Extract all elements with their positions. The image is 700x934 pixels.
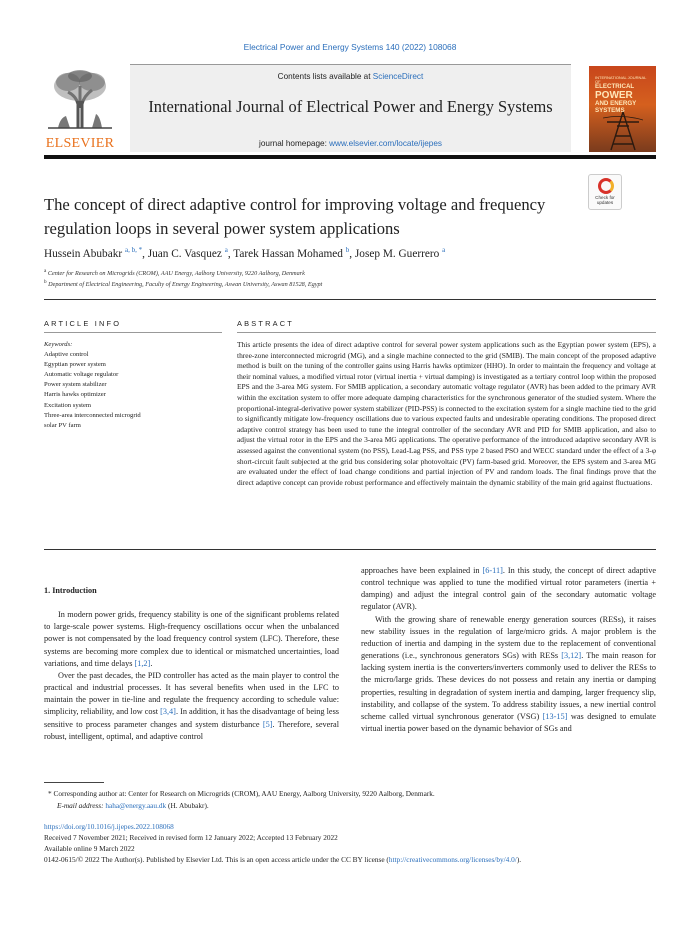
check-for-updates-button[interactable] bbox=[588, 174, 622, 210]
citation-link[interactable]: [6-11] bbox=[482, 566, 503, 575]
body-paragraph bbox=[361, 614, 656, 736]
author-affiliation-marker[interactable]: a bbox=[442, 246, 446, 254]
affiliation bbox=[44, 279, 656, 288]
abstract-rule bbox=[237, 332, 656, 333]
elsevier-wordmark: ELSEVIER bbox=[45, 136, 115, 151]
citation-link[interactable]: [5] bbox=[262, 719, 273, 729]
email-suffix: (H. Abubakr). bbox=[166, 801, 209, 810]
paragraph-text: Over the past decades, the PID controller has acted as the main player to control the practical and industrial processes. It has several benefits when used in the LFC to maintain the power in tie-line and regulate the frequency according to schedule value: simplicity, reliability, and low cost bbox=[44, 670, 339, 717]
elsevier-logo[interactable] bbox=[44, 66, 116, 152]
affiliation-text: Department of Electrical Engineering, Faculty of Energy Engineering, Aswan University, Aswan 81528, Egypt bbox=[48, 281, 323, 289]
affiliation-marker: b bbox=[44, 279, 47, 285]
keyword-item: Three-area interconnected microgrid bbox=[44, 411, 141, 419]
body-paragraph bbox=[361, 565, 656, 614]
keyword-item: Adaptive control bbox=[44, 351, 89, 359]
author-affiliation-marker[interactable]: b bbox=[345, 246, 350, 254]
elsevier-tree-icon bbox=[48, 68, 112, 130]
author-list bbox=[44, 246, 656, 260]
keyword-item: Automatic voltage regulator bbox=[44, 371, 119, 379]
citation-link[interactable]: [13-15] bbox=[542, 711, 568, 721]
abstract-text: This article presents the idea of direct adaptive control for several power system applications such as the Egyptian power system (EPS), a three-zone interconnected microgrid (MG), and a single machine connected to the grid (SMIB). The main concept of the proposed adaptive method is built on the tuning of the controller gains using Harris hawks optimizer (HHO). In order to maintain the frequency and voltage at their nominal values, a modified virtual rotor (virtual inertia + virtual damping) is investigated as a tertiary control loop within the proposed EPS and the 3-area MG system. For SMIB application, a secondary automatic voltage regulator (AVR) has been added to the primary AVR within the excitation system to offer more adequate damping characteristics for the synchronous generator of the studied system. Where the proportional-integral-derivative power system stabilizer (PID-PSS) is connected to the excitation system for a single machine tied to the grid to significantly mitigate low-frequency oscillations due to various expected faults and undesirable operating conditions. The proposed direct adaptive control strategy has been used to tune the integral controller of the secondary AVR and PID for SMIB application, and also to adjust the virtual rotor in the EPS and the 3-area MG applications. The operative performance of the introduced adaptive secondary AVR is assessed against the conventional system (no PSS), Lead-Lag PSS, and PSS type 2 based PSO and WECC standard under the effect of a 3-φ short-circuit fault subjected at the grid bus considering solar photovoltaic (PV) farm-based grid. Moreover, the EPS system and 3-area MG are evaluated under the effect of load change conditions and partial injection of PV and random loads. The final findings prove that the direct adaptive concept can provide robust performance and effectively maintain the dynamic stability of the main grid against fluctuations. bbox=[237, 340, 656, 487]
keyword-item: Excitation system bbox=[44, 401, 92, 409]
license-link[interactable]: http://creativecommons.org/licenses/by/4.0/ bbox=[388, 855, 517, 864]
citation-link[interactable]: [3,12] bbox=[561, 651, 582, 661]
paragraph-text: . In this study, the concept of direct adaptive control technique was applied to tune the modified virtual rotor parameters (inertia + damping) and adjust the integral control gain of the secondary automatic voltage regulator (AVR). bbox=[361, 566, 656, 612]
paragraph-text: . Therefore, several robust, intelligent, optimal, and adaptive control bbox=[44, 719, 339, 741]
homepage-prefix: journal homepage: bbox=[259, 139, 330, 148]
cover-line: AND ENERGY bbox=[595, 100, 637, 108]
author-separator: , bbox=[349, 247, 355, 260]
paragraph-text: . In addition, it has the disadvantage of being less sensitive to process parameter changes and system disturbance bbox=[44, 707, 340, 729]
journal-reference[interactable]: Electrical Power and Energy Systems 140 (2022) 108068 bbox=[243, 42, 457, 52]
cover-line: ELECTRICAL bbox=[595, 83, 635, 91]
pylon-icon bbox=[603, 110, 643, 152]
keyword-item: Power system stabilizer bbox=[44, 381, 107, 389]
author-affiliation-marker[interactable]: a, b, * bbox=[124, 246, 143, 254]
homepage-link[interactable]: www.elsevier.com/locate/ijepes bbox=[329, 139, 442, 148]
citation-link[interactable]: [3,4] bbox=[160, 707, 176, 717]
license-text-end: ). bbox=[516, 855, 522, 864]
author-affiliation-marker[interactable]: a bbox=[224, 246, 228, 254]
abstract-heading: ABSTRACT bbox=[237, 319, 295, 328]
keywords-list bbox=[44, 340, 224, 431]
author-separator: , bbox=[142, 247, 148, 260]
journal-masthead bbox=[44, 64, 656, 152]
author-name[interactable]: Josep M. Guerrero bbox=[354, 247, 440, 260]
footnote-divider bbox=[44, 782, 104, 783]
check-updates-icon bbox=[598, 178, 614, 194]
check-updates-label: Check for updates bbox=[595, 195, 615, 206]
article-title: The concept of direct adaptive control for improving voltage and frequency regulation loops in several power system applications bbox=[44, 195, 546, 239]
affiliation bbox=[44, 268, 656, 277]
section-divider bbox=[44, 549, 656, 550]
body-column-left bbox=[44, 565, 339, 743]
body-column-right bbox=[361, 565, 656, 735]
author-name[interactable]: Tarek Hassan Mohamed bbox=[233, 247, 343, 260]
paragraph-text: With the growing share of renewable energy generation sources (RESs), it raises new stability issues in the regulation of large/micro grids. A major problem is the reduction of inertia and damping in the system due to the replacement of conventional generations (i.e., synchronous generators SGs) with RESs bbox=[361, 614, 656, 661]
author-separator: , bbox=[227, 247, 234, 260]
body-paragraph bbox=[44, 670, 339, 743]
received-dates: Received 7 November 2021; Received in revised form 12 January 2022; Accepted 13 February 2022 bbox=[44, 833, 338, 842]
journal-cover-thumbnail[interactable] bbox=[589, 66, 656, 152]
email-label: E-mail address: bbox=[57, 801, 106, 810]
header-divider bbox=[44, 155, 656, 159]
license-note bbox=[44, 855, 664, 864]
cover-title bbox=[595, 76, 651, 114]
keywords-label: Keywords: bbox=[44, 341, 73, 348]
cover-line: INTERNATIONAL JOURNAL OF bbox=[595, 75, 647, 85]
affiliation-marker: a bbox=[44, 268, 47, 274]
paragraph-text: approaches have been explained in bbox=[361, 566, 483, 575]
keyword-item: Harris hawks optimizer bbox=[44, 391, 106, 399]
affiliation-text: Center for Research on Microgrids (CROM), AAU Energy, Aalborg University, 9220 Aalborg, Denmark bbox=[47, 270, 305, 278]
doi-link[interactable]: https://doi.org/10.1016/j.ijepes.2022.108068 bbox=[44, 822, 174, 831]
journal-banner bbox=[130, 64, 571, 152]
email-note bbox=[57, 801, 209, 810]
article-info-rule bbox=[44, 332, 222, 333]
paragraph-text: In modern power grids, frequency stability is one of the significant problems related to large-scale power systems. High-frequency oscillations occur when the unbalanced power is not compensated by the load frequency control system (LFC). Therefore, these systems are becoming more complex due to identical or mismatched uncertainties, load variations, and time delays bbox=[44, 610, 339, 668]
license-text: 0142-0615/© 2022 The Author(s). Published by Elsevier Ltd. This is an open access article under the CC BY license ( bbox=[44, 855, 389, 864]
paragraph-text: . The main reason for lacking system inertia is the converters/inverters commonly used to deliver the RESs to the micro/large grids. These devices do not possess and retain any inertia or damping properties, resulting in degradation of system inertia and damping, larger frequency slip, instability, and collapse of the system. To address stability issues, a new inertial control scheme called virtual synchronous generator (VSG) bbox=[361, 651, 657, 721]
contents-line bbox=[130, 72, 571, 81]
cover-line: POWER bbox=[595, 89, 633, 101]
online-date: Available online 9 March 2022 bbox=[44, 844, 135, 853]
keyword-item: solar PV farm bbox=[44, 421, 81, 429]
section-divider bbox=[44, 299, 656, 300]
keyword-item: Egyptian power system bbox=[44, 361, 106, 369]
citation-link[interactable]: [1,2] bbox=[134, 658, 151, 668]
author-name[interactable]: Hussein Abubakr bbox=[44, 247, 123, 260]
sciencedirect-link[interactable]: ScienceDirect bbox=[372, 72, 424, 81]
journal-homepage bbox=[130, 139, 571, 148]
journal-title[interactable]: International Journal of Electrical Power and Energy Systems bbox=[148, 97, 553, 116]
section-heading-introduction: 1. Introduction bbox=[44, 586, 97, 595]
email-link[interactable]: haha@energy.aau.dk bbox=[105, 801, 167, 810]
corresponding-author-note: * Corresponding author at: Center for Research on Microgrids (CROM), AAU Energy, Aalborg University, 9220 Aalborg, Denmark. bbox=[48, 789, 435, 798]
cover-line: SYSTEMS bbox=[595, 106, 625, 114]
author-name[interactable]: Juan C. Vasquez bbox=[147, 247, 222, 260]
contents-prefix: Contents lists available at bbox=[277, 72, 373, 81]
paragraph-text: . bbox=[150, 658, 153, 668]
body-paragraph bbox=[44, 609, 339, 670]
article-info-heading: ARTICLE INFO bbox=[44, 319, 122, 328]
paragraph-text: was designed to emulate virtual inertia power based on the dynamic behavior of SGs and bbox=[361, 711, 657, 734]
